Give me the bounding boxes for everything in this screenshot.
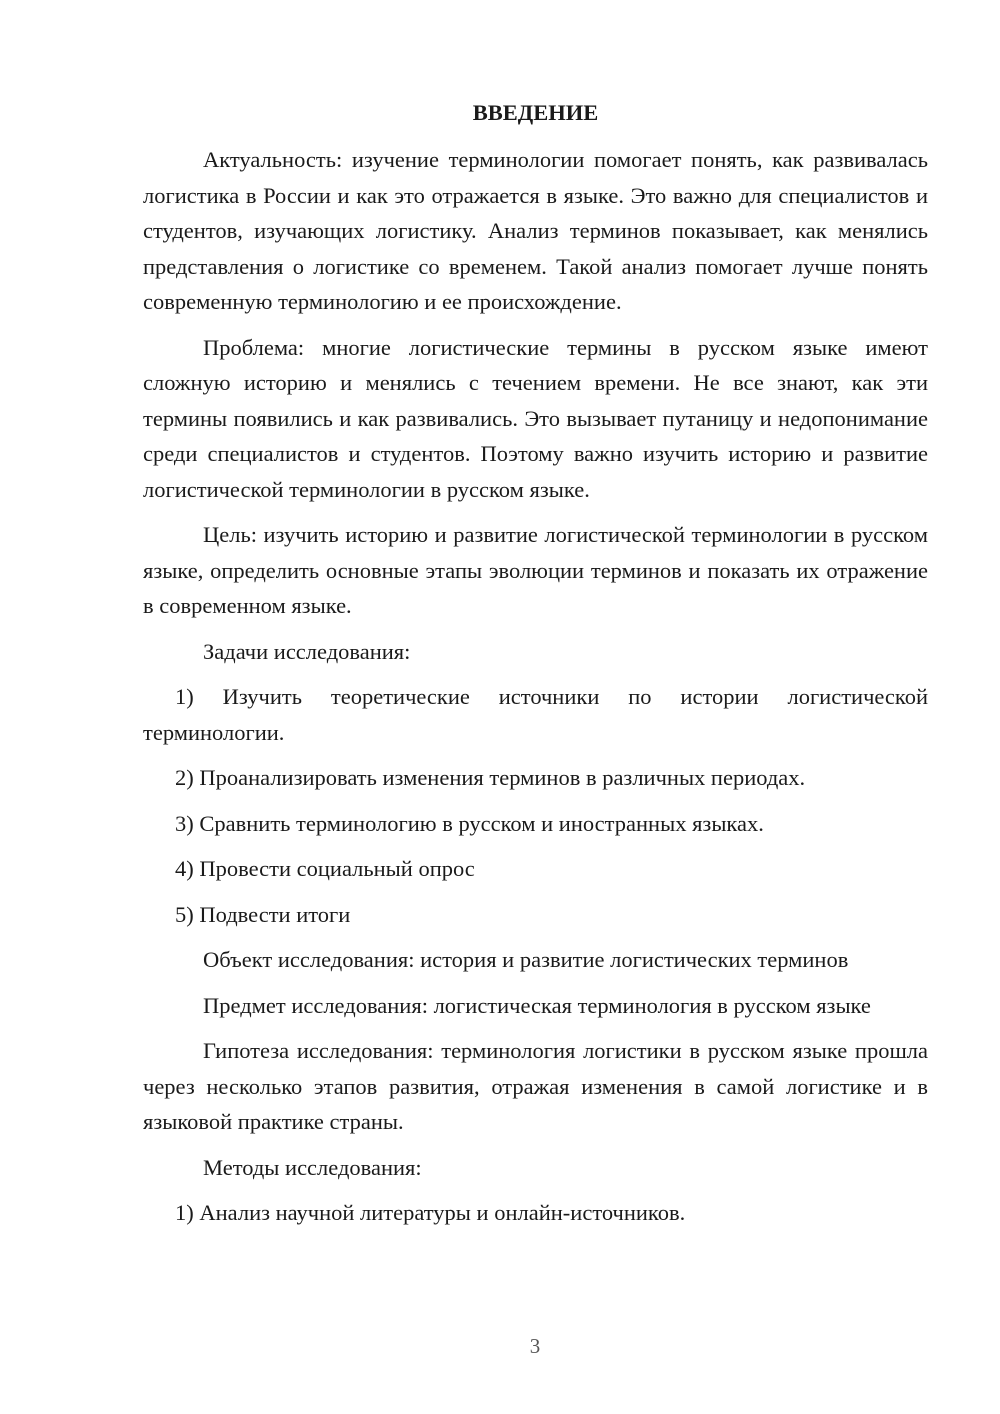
subject-paragraph: Предмет исследования: логистическая терминология в русском языке <box>203 992 871 1018</box>
section-title: ВВЕДЕНИЕ <box>472 100 599 125</box>
relevance-paragraph: Актуальность: изучение терминологии помогает понять, как развивалась логистика в России и как это отражается в языке. Это важно для специалистов и студентов, изучающих логистику. Анализ терминов показывает, как менялись представления о логистике со временем. Такой анализ помогает лучше понять современную терминологию и ее происхождение. <box>143 147 928 314</box>
task-item: 4) Провести социальный опрос <box>175 856 475 881</box>
page-content <box>143 95 928 1231</box>
methods-heading: Методы исследования: <box>203 1154 422 1180</box>
goal-paragraph: Цель: изучить историю и развитие логистической терминологии в русском языке, определить основные этапы эволюции терминов и показать их отражение в современном языке. <box>143 522 928 618</box>
task-item: 2) Проанализировать изменения терминов в различных периодах. <box>175 765 806 790</box>
object-paragraph: Объект исследования: история и развитие логистических терминов <box>203 947 849 972</box>
page-number: 3 <box>529 1334 541 1358</box>
problem-paragraph: Проблема: многие логистические термины в русском языке имеют сложную историю и менялись с течением времени. Не все знают, как эти термины появились и как развивались. Это вызывает путаницу и недопонимание среди специалистов и студентов. Поэтому важно изучить историю и развитие логистической терминологии в русском языке. <box>143 334 928 502</box>
task-item: 3) Сравнить терминологию в русском и иностранных языках. <box>175 810 764 836</box>
method-item: 1) Анализ научной литературы и онлайн-источников. <box>175 1200 686 1225</box>
tasks-heading: Задачи исследования: <box>203 638 411 664</box>
task-item: 1) Изучить теоретические источники по истории логистической терминологии. <box>143 684 928 745</box>
hypothesis-paragraph: Гипотеза исследования: терминология логистики в русском языке прошла через несколько этапов развития, отражая изменения в самой логистике и в языковой практике страны. <box>143 1038 928 1134</box>
task-item: 5) Подвести итоги <box>175 901 351 927</box>
